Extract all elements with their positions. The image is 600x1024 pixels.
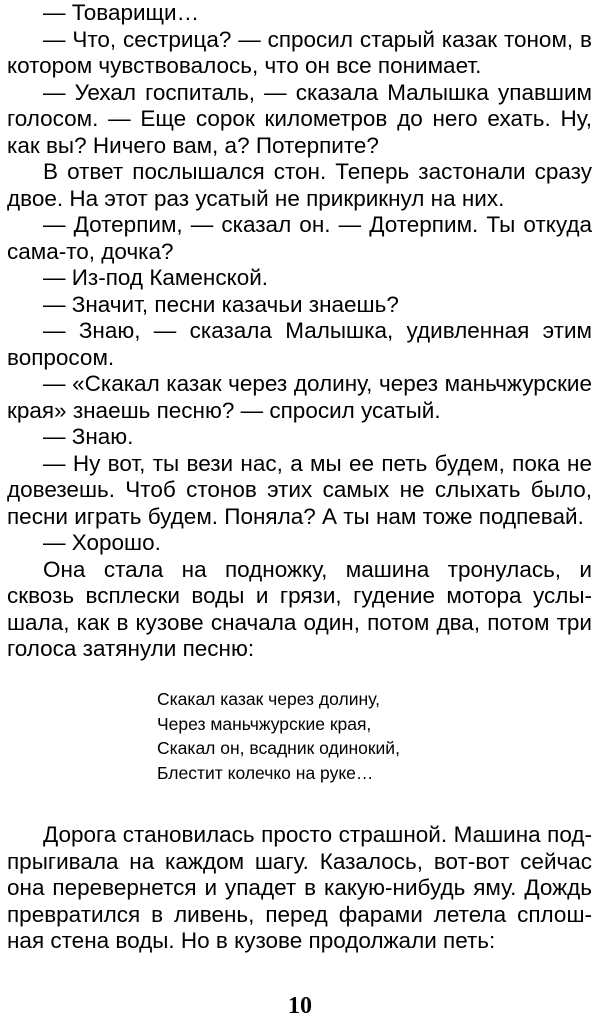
paragraph: — «Скакал казак через долину, через маньчжурские края» знаешь песню? — спросил усатый. — [7, 371, 592, 423]
verse-line: Скакал казак через долину, — [157, 689, 380, 709]
paragraph: — Ну вот, ты вези нас, а мы ее петь будем, пока не довезешь. Чтоб стонов этих самых не слыхать было, песни играть будем. Поняла? А ты нам тоже подпевай. — [7, 450, 592, 529]
page-number: 10 — [288, 993, 312, 1019]
paragraph: — Значит, песни казачьи знаешь? — [43, 291, 399, 317]
paragraph: — Хорошо. — [43, 530, 161, 555]
paragraph: — Что, сестрица? — спросил старый казак тоном, в котором чувствовалось, что он все понимает. — [7, 26, 592, 78]
song-verse — [157, 687, 400, 785]
verse-line: Через маньчжурские края, — [157, 713, 372, 734]
paragraph: — Знаю, — сказала Малышка, удивленная этим вопросом. — [7, 318, 592, 370]
verse-line: Скакал он, всадник одинокий, — [157, 738, 400, 758]
paragraph: Она стала на подножку, машина тронулась, и сквозь всплески воды и грязи, гудение мотора услышала, как в кузове сначала один, потом два, потом три голоса затянули песню: — [7, 556, 592, 661]
closing-text — [7, 822, 592, 955]
paragraph: — Дотерпим, — сказал он. — Дотерпим. Ты откуда сама-то, дочка? — [7, 212, 592, 264]
paragraph: — Уехал госпиталь, — сказала Малышка упавшим голосом. — Еще сорок километров до него ехать. Ну, как вы? Ничего вам, а? Потерпите? — [7, 79, 592, 158]
paragraph: — Товарищи… — [43, 0, 200, 25]
body-text — [7, 0, 592, 663]
verse-line: Блестит колечко на руке… — [157, 762, 374, 783]
paragraph: Дорога становилась просто страшной. Машина подпрыгивала на каждом шагу. Казалось, вот-вот сейчас она перевернется и упадет в какую-нибудь яму. Дождь превратился в ливень, перед фарами летела сплошная стена воды. Но в кузове продолжали петь: — [7, 822, 592, 953]
paragraph: — Из-под Каменской. — [43, 265, 269, 290]
paragraph: В ответ послышался стон. Теперь застонали сразу двое. На этот раз усатый не прикрикнул на них. — [7, 159, 592, 211]
paragraph: — Знаю. — [43, 424, 134, 449]
